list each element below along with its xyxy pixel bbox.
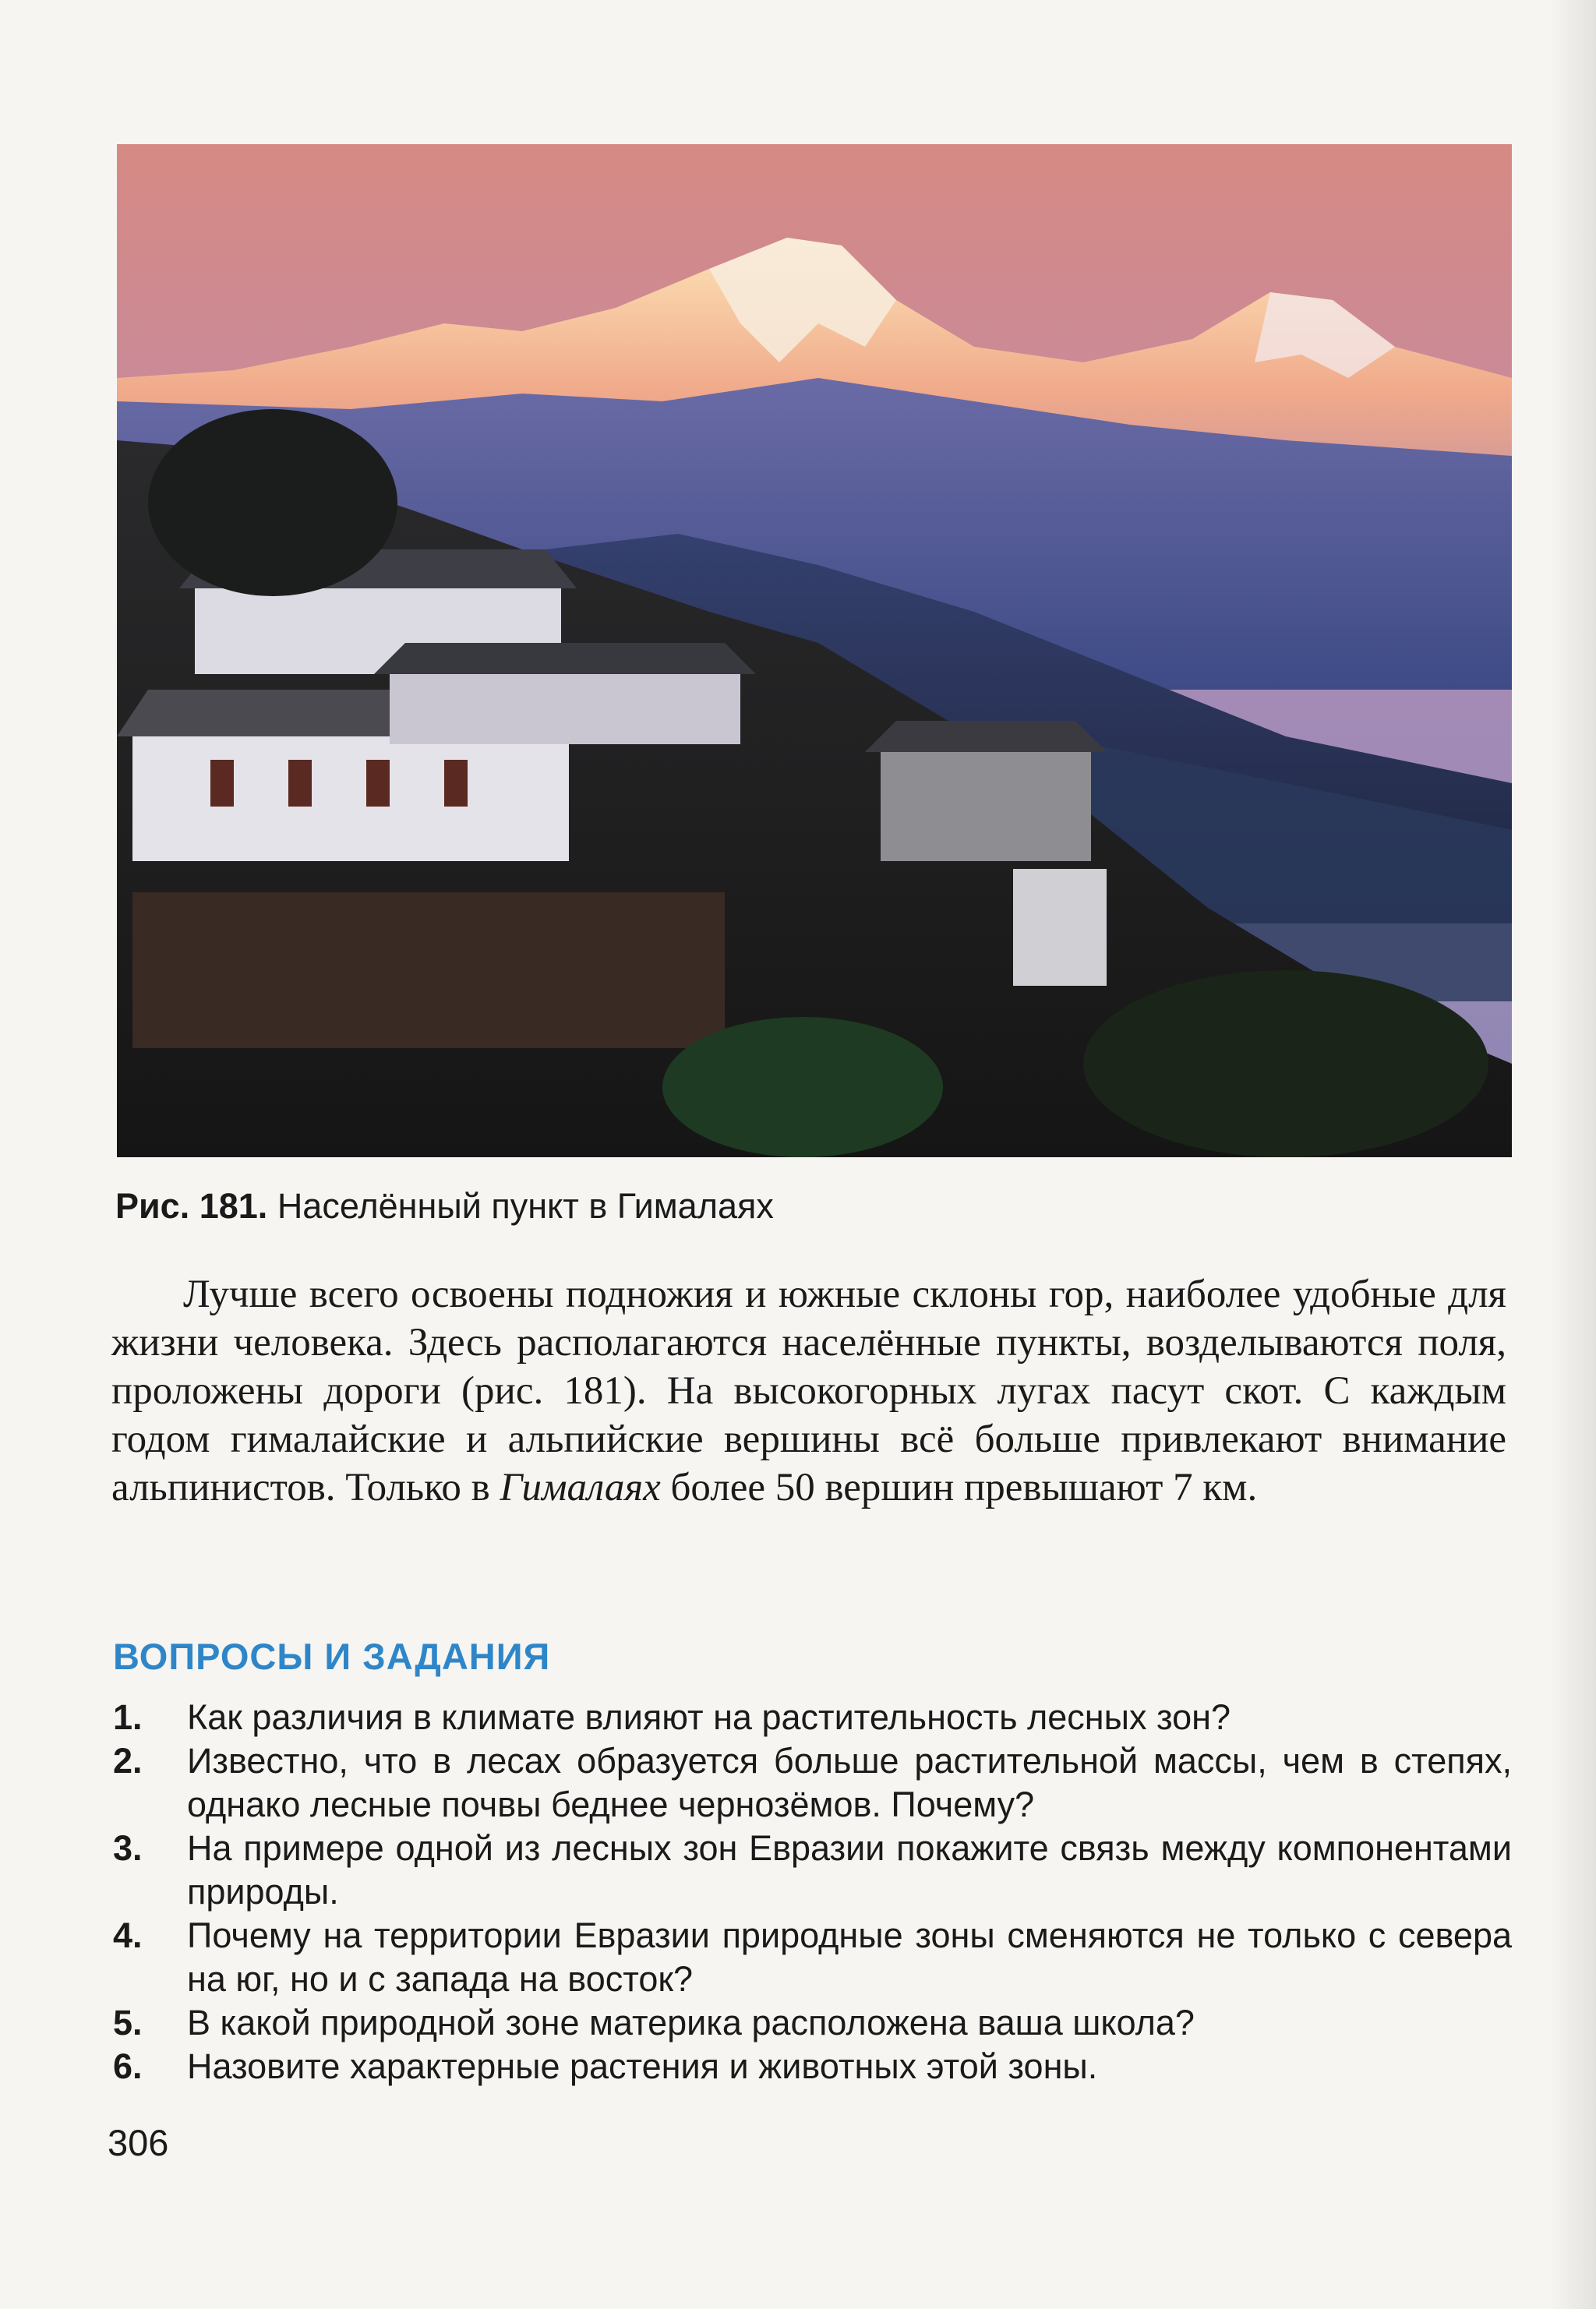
question-number: 5.: [113, 2003, 143, 2042]
question-item: [113, 1914, 1512, 2001]
figure-label: Рис. 181.: [115, 1186, 268, 1226]
question-text: На примере одной из лесных зон Евразии покажите связь между компонентами природы.: [187, 1828, 1512, 1912]
question-text: В какой природной зоне материка расположена ваша школа?: [187, 2003, 1195, 2042]
question-number: 2.: [113, 1741, 143, 1781]
question-number: 1.: [113, 1697, 143, 1737]
main-paragraph: [111, 1270, 1506, 1512]
himalaya-village-image: [117, 144, 1512, 1157]
question-number: 3.: [113, 1828, 143, 1868]
question-item: [113, 1827, 1512, 1914]
paragraph-text-1: Лучше всего освоены подножия и южные склоны гор, наиболее удобные для жизни человека. Здесь располагаются населённые пункты, возделываются поля, проложены дороги (рис. 181). На высокогорных лугах пасут скот. С каждым годом гималайские и альпийские вершины всё больше привлекают внимание альпинистов. Только в: [111, 1273, 1506, 1509]
page-number: 306: [108, 2122, 169, 2163]
figure-caption: [115, 1183, 774, 1230]
question-item: [113, 2045, 1512, 2088]
question-text: Назовите характерные растения и животных этой зоны.: [187, 2046, 1098, 2086]
page-edge-shadow: [1549, 0, 1596, 2309]
figure-caption-text: Населённый пункт в Гималаях: [277, 1186, 774, 1226]
paragraph-italic: Гималаях: [500, 1466, 661, 1509]
question-number: 6.: [113, 2046, 143, 2086]
figure-photo: [117, 144, 1512, 1157]
question-item: [113, 1739, 1512, 1827]
question-text: Известно, что в лесах образуется больше растительной массы, чем в степях, однако лесные почвы беднее чернозёмов. Почему?: [187, 1741, 1512, 1824]
questions-list: [113, 1696, 1512, 2088]
question-item: [113, 2001, 1512, 2045]
question-number: 4.: [113, 1915, 143, 1955]
question-text: Почему на территории Евразии природные зоны сменяются не только с севера на юг, но и с запада на восток?: [187, 1915, 1512, 1999]
section-title: ВОПРОСЫ И ЗАДАНИЯ: [113, 1636, 551, 1677]
paragraph-text-2: более 50 вершин превышают 7 км.: [660, 1466, 1258, 1509]
question-text: Как различия в климате влияют на растительность лесных зон?: [187, 1697, 1231, 1737]
question-item: [113, 1696, 1512, 1739]
